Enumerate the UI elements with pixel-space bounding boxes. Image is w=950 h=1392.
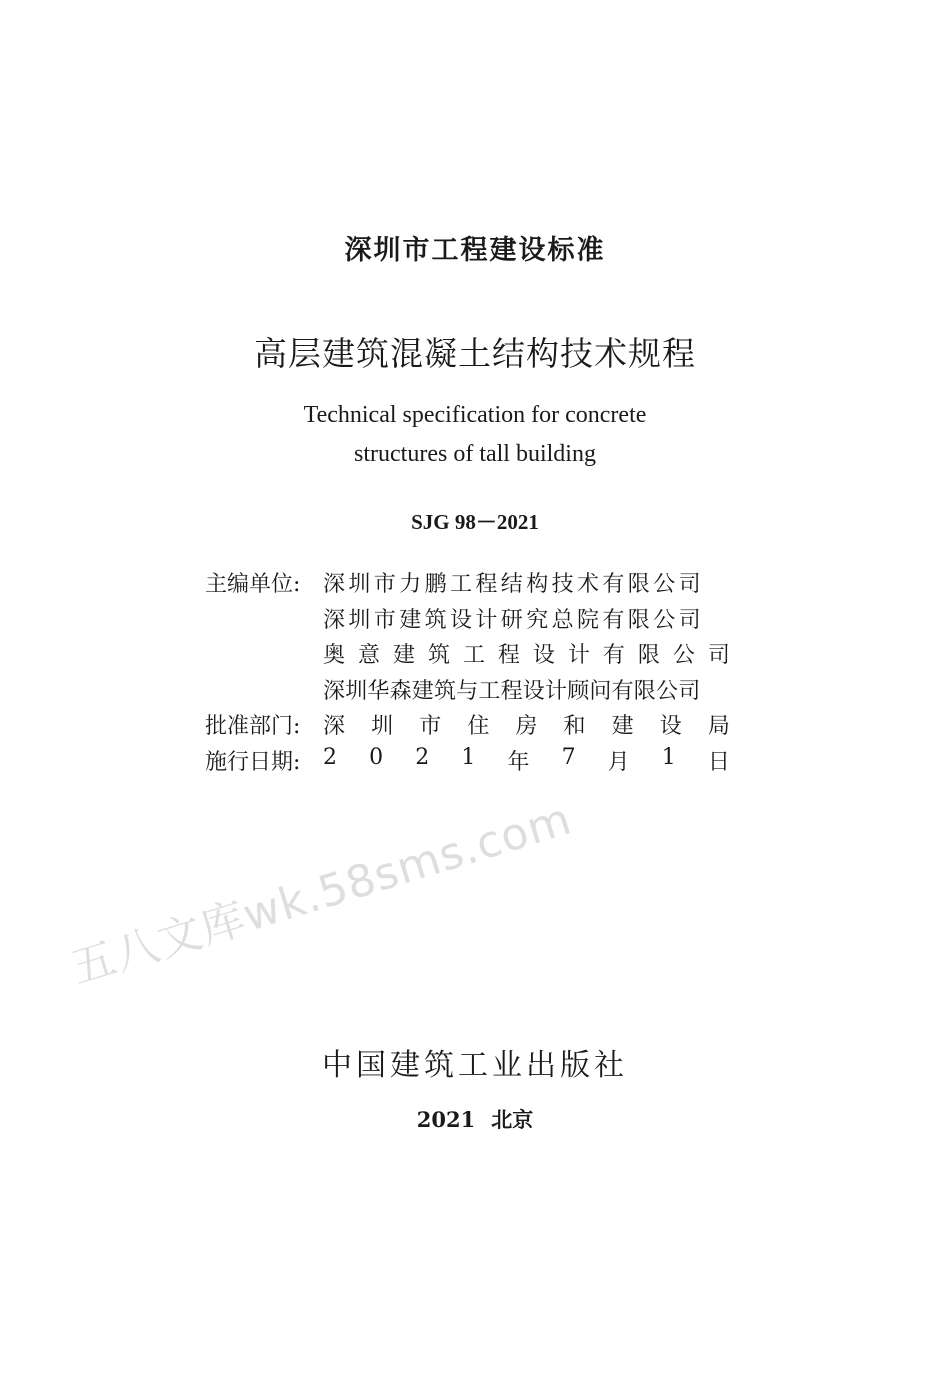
publish-year: 2021 (416, 1107, 476, 1132)
spread-char: 限 (637, 643, 660, 669)
editor-4: 深圳华森建筑与工程设计顾问有限公司 (323, 678, 701, 704)
approval-value (323, 709, 730, 740)
spread-char: 计 (567, 643, 590, 669)
spread-char: 房 (515, 714, 538, 740)
date-value (323, 745, 730, 776)
spread-char: 7 (561, 744, 576, 770)
spread-char: 意 (357, 643, 380, 669)
publish-city: 北京 (491, 1107, 534, 1132)
editor-2: 深圳市建筑设计研究总院有限公司 (323, 607, 705, 633)
spread-char: 局 (707, 714, 730, 740)
series-title: 深圳市工程建设标准 (344, 235, 606, 266)
document-title-cn: 高层建筑混凝土结构技术规程 (254, 334, 696, 373)
spread-char: 月 (607, 749, 630, 775)
spread-char: 圳 (371, 714, 394, 740)
approval-row (205, 707, 730, 743)
date-label: 施行日期: (205, 749, 301, 775)
publisher: 中国建筑工业出版社 (322, 1048, 628, 1083)
document-info-block (205, 565, 730, 778)
spread-char: 0 (369, 744, 384, 770)
spread-char: 筑 (427, 643, 450, 669)
spread-char: 有 (602, 643, 625, 669)
spread-char: 日 (707, 749, 730, 775)
spread-char: 2 (415, 744, 430, 770)
document-title-en-line1: Technical specification for concrete (303, 402, 647, 428)
editor-row-2 (205, 601, 730, 637)
editor-row-4 (205, 672, 730, 708)
standard-code: SJG 98－2021 (411, 510, 539, 534)
editor-3 (323, 638, 730, 669)
spread-char: 1 (661, 744, 676, 770)
spread-char: 年 (507, 749, 530, 775)
spread-char: 公 (672, 643, 695, 669)
approval-label: 批准部门: (205, 714, 301, 740)
editor-1: 深圳市力鹏工程结构技术有限公司 (323, 572, 705, 598)
date-row (205, 743, 730, 779)
editor-label: 主编单位: (205, 572, 301, 598)
spread-char: 1 (461, 744, 476, 770)
spread-char: 住 (467, 714, 490, 740)
spread-char: 2 (323, 744, 337, 770)
spread-char: 市 (419, 714, 442, 740)
spread-char: 建 (392, 643, 415, 669)
spread-char: 和 (563, 714, 586, 740)
editor-row-3 (205, 636, 730, 672)
spread-char: 设 (659, 714, 682, 740)
document-title-en-line2: structures of tall building (354, 441, 596, 467)
spread-char: 深 (323, 714, 346, 740)
spread-char: 程 (497, 643, 520, 669)
spread-char: 建 (611, 714, 634, 740)
watermark: 五八文库wk.58sms.com (65, 793, 578, 995)
spread-char: 奥 (323, 643, 346, 669)
editor-row-1 (205, 565, 730, 601)
spread-char: 司 (707, 643, 730, 669)
spread-char: 设 (532, 643, 555, 669)
publish-place (0, 1104, 950, 1134)
spread-char: 工 (462, 643, 485, 669)
